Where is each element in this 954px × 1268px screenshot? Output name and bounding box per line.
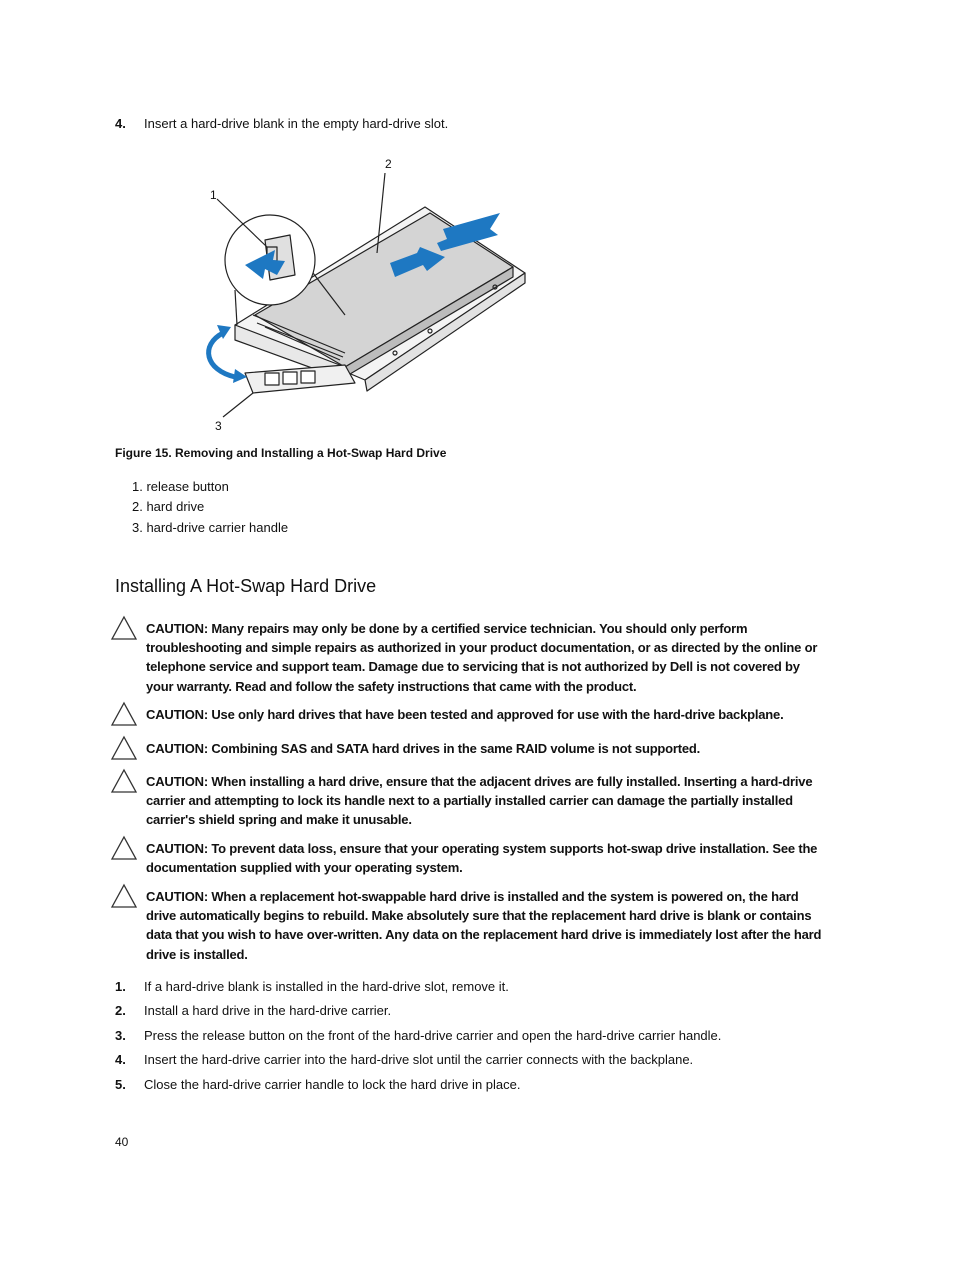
step-number: 4. [115, 1052, 126, 1067]
hot-swap-drive-figure [195, 155, 535, 440]
figure-legend-item: 2. hard drive [132, 499, 205, 514]
caution-triangle-icon [110, 701, 138, 727]
step-text: Press the release button on the front of the hard-drive carrier and open the hard-drive carrier handle. [144, 1028, 722, 1043]
caution-note [110, 839, 822, 877]
step-text: If a hard-drive blank is installed in the hard-drive slot, remove it. [144, 979, 509, 994]
hard-drive-illustration [195, 155, 535, 440]
caution-triangle-icon [110, 768, 138, 794]
caution-triangle-icon [110, 883, 138, 909]
step-number: 5. [115, 1077, 126, 1092]
callout-3: 3 [215, 419, 222, 433]
caution-note [110, 705, 822, 724]
step-number: 3. [115, 1028, 126, 1043]
caution-note [110, 739, 822, 758]
caution-text: CAUTION: Combining SAS and SATA hard drives in the same RAID volume is not supported. [146, 741, 701, 756]
caution-note [110, 887, 822, 964]
figure-caption: Figure 15. Removing and Installing a Hot-Swap Hard Drive [115, 446, 447, 460]
step-number: 2. [115, 1003, 126, 1018]
caution-triangle-icon [110, 835, 138, 861]
caution-text: CAUTION: Many repairs may only be done by a certified service technician. You should only perform troubleshooting and simple repairs as authorized in your product documentation, or as directed by the online or telephone service and support team. Damage due to servicing that is not authorized by Dell is not covered by your warranty. Read and follow the safety instructions that came with the product. [146, 621, 818, 694]
section-title: Installing A Hot-Swap Hard Drive [115, 576, 377, 596]
figure-legend-item: 3. hard-drive carrier handle [132, 520, 289, 535]
step-text: Insert a hard-drive blank in the empty hard-drive slot. [144, 116, 449, 131]
caution-text: CAUTION: To prevent data loss, ensure that your operating system supports hot-swap drive installation. See the documentation supplied with your operating system. [146, 841, 818, 876]
callout-2: 2 [385, 157, 392, 171]
page-number: 40 [115, 1135, 129, 1149]
figure-legend-item: 1. release button [132, 479, 229, 494]
caution-triangle-icon [110, 735, 138, 761]
caution-text: CAUTION: When installing a hard drive, ensure that the adjacent drives are fully installed. Inserting a hard-drive carrier and attempting to lock its handle next to a partially installed carrier can damage the partially installed carrier's shield spring and make it unusable. [146, 774, 813, 828]
step-text: Install a hard drive in the hard-drive carrier. [144, 1003, 392, 1018]
step-text: Insert the hard-drive carrier into the hard-drive slot until the carrier connects with the backplane. [144, 1052, 694, 1067]
step-text: Close the hard-drive carrier handle to lock the hard drive in place. [144, 1077, 521, 1092]
caution-triangle-icon [110, 615, 138, 641]
callout-1: 1 [210, 188, 217, 202]
step-number: 4. [115, 116, 126, 131]
caution-note [110, 619, 822, 696]
caution-note [110, 772, 822, 830]
caution-text: CAUTION: When a replacement hot-swappable hard drive is installed and the system is powered on, the hard drive automatically begins to rebuild. Make absolutely sure that the replacement hard drive is blank or contains data that you wish to have over-written. Any data on the replacement hard drive is immediately lost after the hard drive is installed. [146, 889, 822, 962]
caution-text: CAUTION: Use only hard drives that have been tested and approved for use with the hard-drive backplane. [146, 707, 784, 722]
step-number: 1. [115, 979, 126, 994]
